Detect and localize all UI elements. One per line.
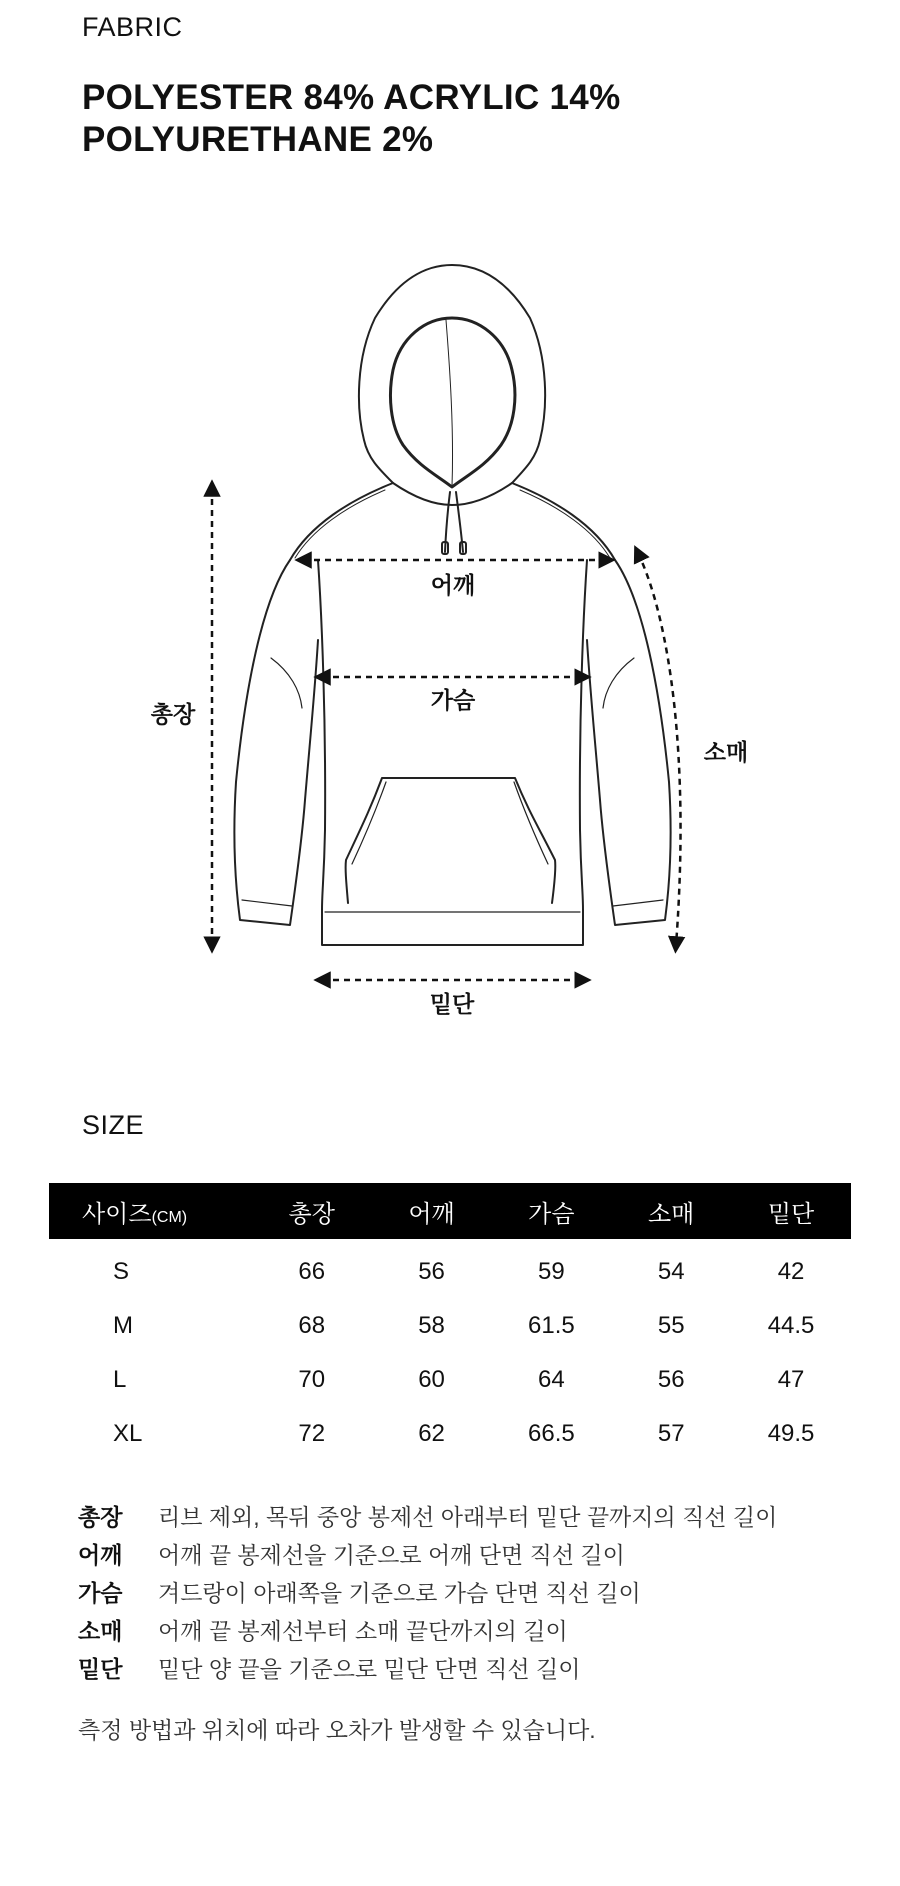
- table-row: [49, 1407, 851, 1461]
- note-row: [78, 1496, 777, 1534]
- total-length-cell: 70: [298, 1366, 326, 1393]
- hem-cell: 42: [777, 1258, 805, 1285]
- header-size-text: 사이즈: [82, 1200, 152, 1228]
- fabric-composition-line-2: POLYURETHANE 2%: [82, 120, 434, 159]
- note-term: 소매: [78, 1617, 123, 1644]
- header-chest: 가슴: [491, 1183, 611, 1239]
- measurement-disclaimer: 측정 방법과 위치에 따라 오차가 발생할 수 있습니다.: [78, 1717, 596, 1743]
- shoulder-cell: 58: [418, 1312, 445, 1339]
- header-shoulder: 어깨: [372, 1183, 492, 1239]
- sleeve-label: 소매: [703, 739, 749, 765]
- note-desc: 어깨 끝 봉제선을 기준으로 어깨 단면 직선 길이: [158, 1541, 625, 1568]
- measurement-arrows: [212, 488, 681, 980]
- chest-cell: 64: [538, 1366, 565, 1393]
- hem-cell: 47: [777, 1366, 805, 1393]
- sleeve-cell: 55: [657, 1312, 685, 1339]
- chest-cell: 66.5: [528, 1420, 575, 1447]
- shoulder-cell: 56: [418, 1258, 445, 1285]
- hoodie-measurement-diagram: [0, 200, 900, 1060]
- size-section-label: SIZE: [82, 1110, 145, 1140]
- note-term: 밑단: [78, 1655, 123, 1682]
- note-row: [78, 1610, 777, 1648]
- sleeve-cell: 57: [657, 1420, 685, 1447]
- note-row: [78, 1572, 777, 1610]
- sleeve-cell: 56: [657, 1366, 685, 1393]
- hem-cell: 44.5: [767, 1312, 815, 1339]
- table-row: [49, 1299, 851, 1353]
- fabric-label: FABRIC: [82, 12, 183, 42]
- size-cell: M: [113, 1312, 133, 1339]
- sleeve-arrow: [638, 553, 681, 945]
- hoodie-illustration: [234, 265, 670, 945]
- shoulder-cell: 60: [418, 1366, 445, 1393]
- note-desc: 리브 제외, 목뒤 중앙 봉제선 아래부터 밑단 끝까지의 직선 길이: [158, 1503, 778, 1530]
- note-row: [78, 1648, 777, 1686]
- note-row: [78, 1534, 777, 1572]
- shoulder-cell: 62: [418, 1420, 445, 1447]
- note-desc: 밑단 양 끝을 기준으로 밑단 단면 직선 길이: [158, 1655, 581, 1682]
- size-table-header-row: [49, 1183, 851, 1239]
- note-desc: 겨드랑이 아래쪽을 기준으로 가슴 단면 직선 길이: [158, 1579, 641, 1606]
- note-term: 총장: [78, 1503, 123, 1530]
- table-row: [49, 1239, 851, 1299]
- header-unit: (CM): [151, 1208, 188, 1226]
- hem-cell: 49.5: [767, 1420, 815, 1447]
- fabric-composition-line-1: POLYESTER 84% ACRYLIC 14%: [82, 78, 621, 117]
- size-cell: S: [113, 1258, 130, 1285]
- total-length-cell: 72: [298, 1420, 326, 1447]
- note-term: 가슴: [78, 1579, 123, 1606]
- note-term: 어깨: [78, 1541, 123, 1568]
- header-size: [49, 1183, 252, 1239]
- hem-label: 밑단: [429, 991, 475, 1017]
- chest-cell: 59: [538, 1258, 565, 1285]
- total-length-cell: 68: [298, 1312, 326, 1339]
- header-hem: 밑단: [731, 1183, 851, 1239]
- header-total-length: 총장: [252, 1183, 372, 1239]
- measurement-notes: [78, 1496, 777, 1686]
- header-sleeve: 소매: [611, 1183, 731, 1239]
- sleeve-cell: 54: [657, 1258, 685, 1285]
- chest-cell: 61.5: [528, 1312, 575, 1339]
- chest-label: 가슴: [430, 687, 476, 713]
- total-length-cell: 66: [298, 1258, 326, 1285]
- size-table: [49, 1183, 851, 1461]
- note-desc: 어깨 끝 봉제선부터 소매 끝단까지의 길이: [158, 1617, 568, 1644]
- shoulder-label: 어깨: [430, 572, 476, 598]
- table-row: [49, 1353, 851, 1407]
- total-length-label: 총장: [150, 701, 196, 727]
- size-cell: XL: [113, 1420, 143, 1447]
- size-cell: L: [113, 1366, 127, 1393]
